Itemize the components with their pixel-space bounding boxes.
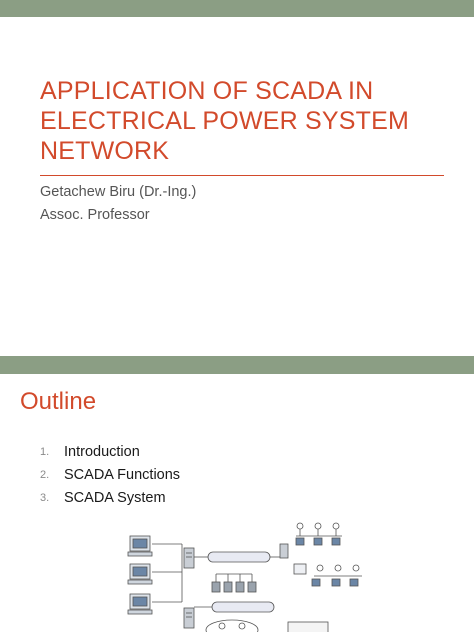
rtu-icon-row <box>212 574 256 592</box>
outline-item-number: 3. <box>40 491 50 504</box>
title-line-1: APPLICATION OF SCADA IN <box>40 77 374 105</box>
outline-item-number: 1. <box>40 445 50 458</box>
scada-network-diagram <box>120 522 370 632</box>
outline-list <box>40 440 180 509</box>
title-line-3: NETWORK <box>40 137 170 165</box>
server-icon-2 <box>184 608 194 628</box>
remote-server-icon <box>270 544 288 558</box>
outline-item-label: SCADA Functions <box>64 466 181 483</box>
outline-item <box>40 440 180 463</box>
slide-separator-band <box>0 356 474 374</box>
slide-title <box>40 76 460 166</box>
title-divider <box>40 175 444 176</box>
outline-slide <box>0 374 474 632</box>
meter-cluster-bottom <box>312 565 362 586</box>
outline-item-label: Introduction <box>64 443 140 460</box>
author-position: Assoc. Professor <box>40 207 150 223</box>
workstation-icon-3 <box>128 594 152 614</box>
outline-item <box>40 463 180 486</box>
top-color-band <box>0 0 474 17</box>
server-icon-1 <box>184 548 194 568</box>
workstation-icon-1 <box>128 536 152 556</box>
workstation-icon-2 <box>128 564 152 584</box>
title-slide <box>0 17 474 356</box>
author-name: Getachew Biru (Dr.-Ing.) <box>40 184 197 200</box>
meter-cluster-top <box>296 523 342 545</box>
title-line-2: ELECTRICAL POWER SYSTEM <box>40 107 410 135</box>
outline-item <box>40 486 180 509</box>
outline-item-number: 2. <box>40 468 50 481</box>
outline-item-label: SCADA System <box>64 489 166 506</box>
outline-heading: Outline <box>20 388 97 415</box>
